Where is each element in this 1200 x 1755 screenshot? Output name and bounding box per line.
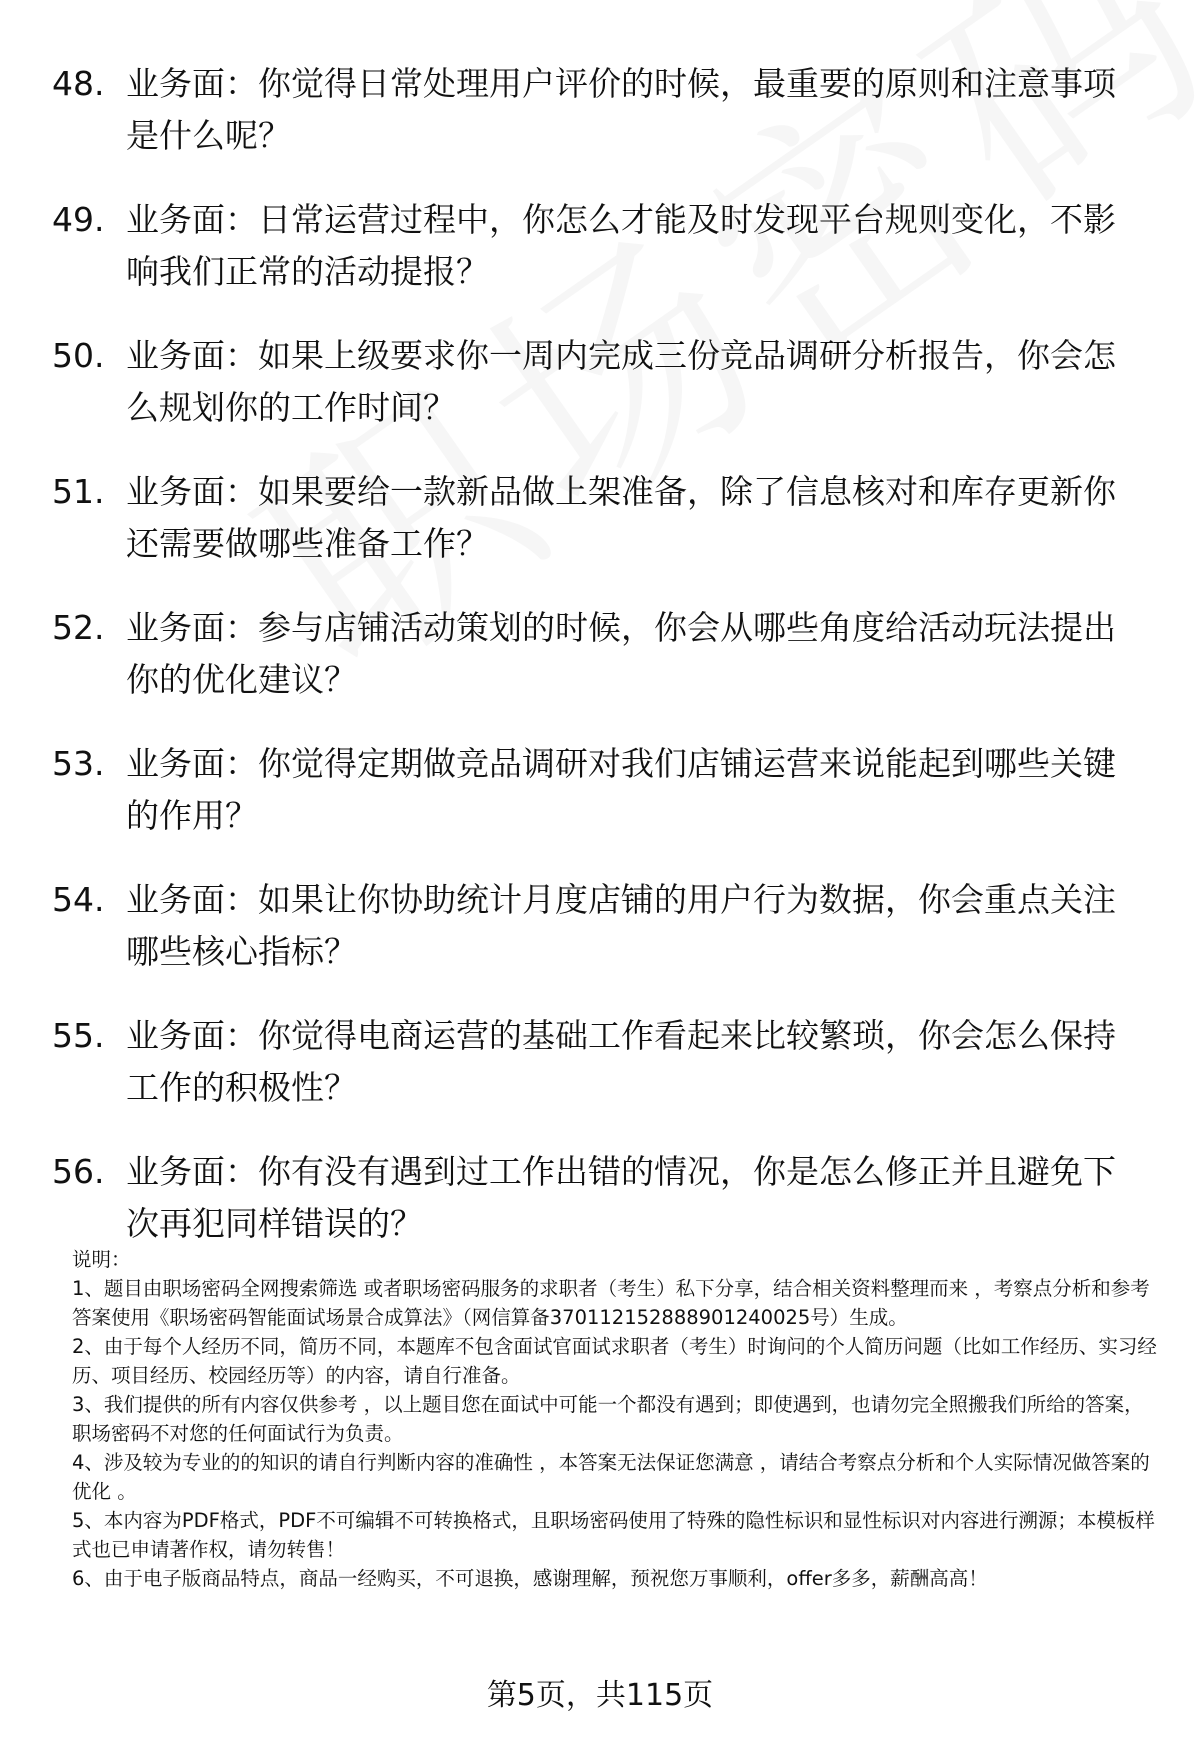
question-text: 业务面：如果上级要求你一周内完成三份竞品调研分析报告，你会怎么规划你的工作时间？ — [126, 336, 1116, 427]
note-item: 3、我们提供的所有内容仅供参考 ，以上题目您在面试中可能一个都没有遇到；即使遇到，也请勿完全照搬我们所给的答案，职场密码不对您的任何面试行为负责。 — [72, 1393, 1144, 1445]
question-number: 55. — [52, 1016, 105, 1055]
question-item — [52, 874, 1142, 978]
note-item: 5、本内容为PDF格式，PDF不可编辑不可转换格式，且职场密码使用了特殊的隐性标识和显性标识对内容进行溯源；本模板样式也已申请著作权，请勿转售！ — [72, 1509, 1155, 1561]
question-item — [52, 58, 1142, 162]
question-number: 49. — [52, 200, 105, 239]
question-number: 56. — [52, 1152, 105, 1191]
question-item — [52, 1146, 1142, 1250]
question-text: 业务面：你觉得电商运营的基础工作看起来比较繁琐，你会怎么保持工作的积极性？ — [126, 1016, 1116, 1107]
question-number: 51. — [52, 472, 105, 511]
question-number: 52. — [52, 608, 105, 647]
page-number: 第5页，共115页 — [486, 1678, 714, 1713]
question-text: 业务面：你觉得定期做竞品调研对我们店铺运营来说能起到哪些关键的作用？ — [126, 744, 1116, 835]
question-text: 业务面：日常运营过程中，你怎么才能及时发现平台规则变化，不影响我们正常的活动提报？ — [126, 200, 1116, 291]
question-list — [52, 58, 1142, 1282]
question-text: 业务面：你有没有遇到过工作出错的情况，你是怎么修正并且避免下次再犯同样错误的？ — [126, 1152, 1116, 1243]
question-text: 业务面：参与店铺活动策划的时候，你会从哪些角度给活动玩法提出你的优化建议？ — [126, 608, 1116, 699]
question-number: 50. — [52, 336, 105, 375]
notes-title: 说明： — [72, 1248, 131, 1271]
note-item: 2、由于每个人经历不同，简历不同，本题库不包含面试官面试求职者（考生）时询问的个人简历问题（比如工作经历、实习经历、项目经历、校园经历等）的内容，请自行准备。 — [72, 1335, 1157, 1387]
question-text: 业务面：如果要给一款新品做上架准备，除了信息核对和库存更新你还需要做哪些准备工作？ — [126, 472, 1116, 563]
notes-section — [72, 1245, 1162, 1593]
question-text: 业务面：你觉得日常处理用户评价的时候，最重要的原则和注意事项是什么呢？ — [126, 64, 1116, 155]
question-item — [52, 194, 1142, 298]
question-number: 53. — [52, 744, 105, 783]
question-item — [52, 602, 1142, 706]
question-number: 54. — [52, 880, 105, 919]
question-item — [52, 466, 1142, 570]
note-item: 4、涉及较为专业的的知识的请自行判断内容的准确性 ，本答案无法保证您满意 ，请结合考察点分析和个人实际情况做答案的优化 。 — [72, 1451, 1150, 1503]
question-number: 48. — [52, 64, 105, 103]
question-item — [52, 738, 1142, 842]
question-item — [52, 1010, 1142, 1114]
question-text: 业务面：如果让你协助统计月度店铺的用户行为数据，你会重点关注哪些核心指标？ — [126, 880, 1116, 971]
note-item: 1、题目由职场密码全网搜索筛选 或者职场密码服务的求职者（考生）私下分享，结合相关资料整理而来 ，考察点分析和参考答案使用《职场密码智能面试场景合成算法》（网信算备370112152888901240025号）生成。 — [72, 1277, 1150, 1329]
question-item — [52, 330, 1142, 434]
note-item: 6、由于电子版商品特点，商品一经购买，不可退换，感谢理解，预祝您万事顺利，offer多多，薪酬高高！ — [72, 1567, 988, 1590]
